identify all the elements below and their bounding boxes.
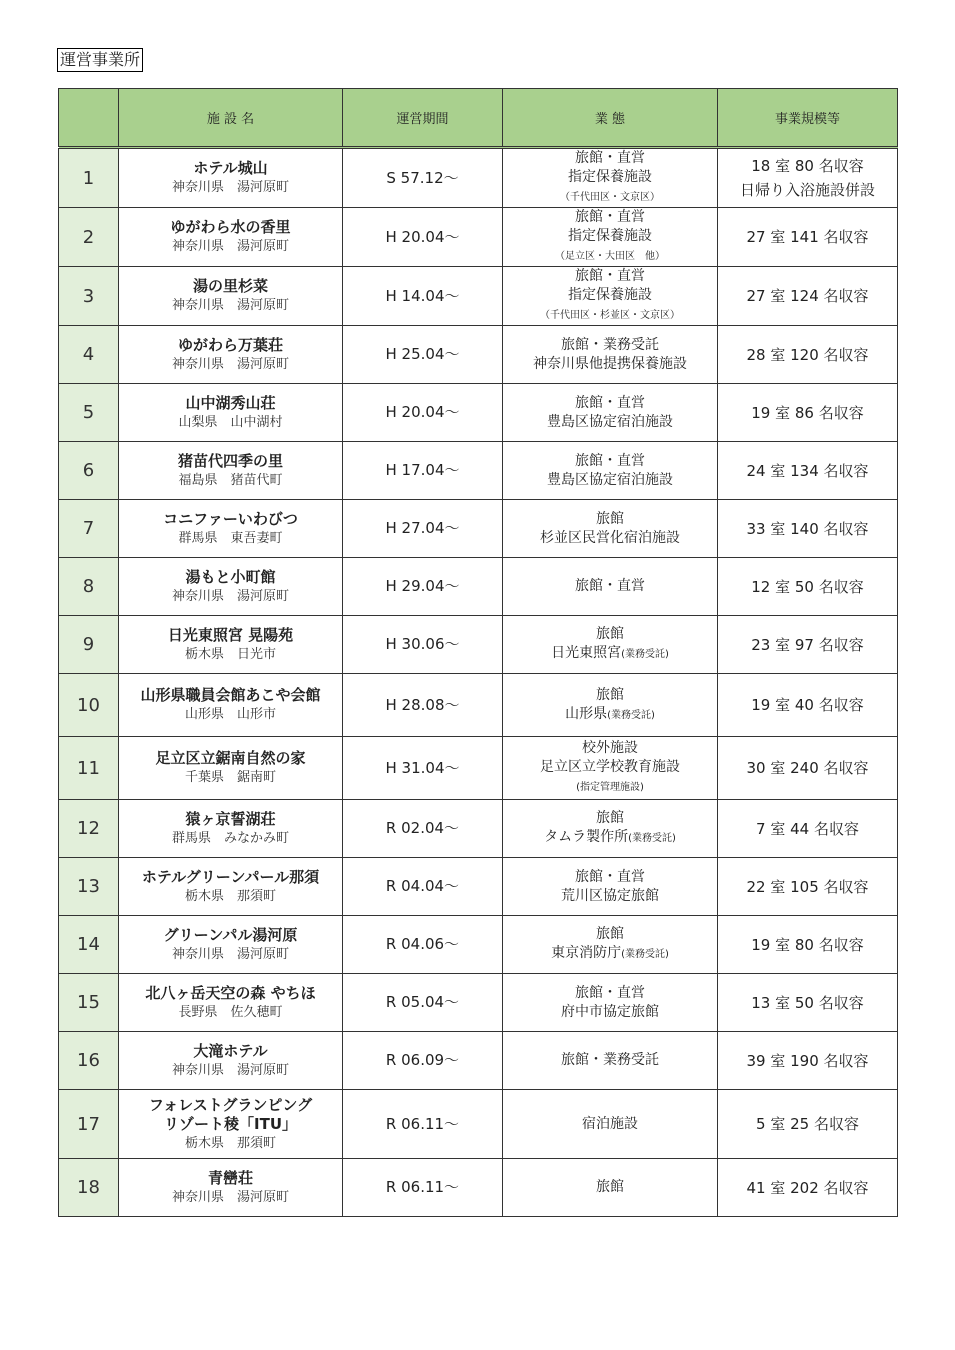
scale-cell <box>718 267 898 326</box>
operation-period: H 28.08〜 <box>343 674 503 737</box>
scale-cell <box>718 384 898 442</box>
business-type-text: 宿泊施設 <box>582 1115 638 1132</box>
business-type-cell <box>503 558 718 616</box>
business-type-line <box>503 984 717 1003</box>
business-type-text: 旅館・直営 <box>575 868 645 885</box>
business-type-note: (業務受託) <box>628 833 676 844</box>
business-type-text: 指定保養施設 <box>568 169 652 185</box>
table-row <box>59 858 898 916</box>
table-row <box>59 442 898 500</box>
facility-location: 神奈川県 湯河原町 <box>171 1062 289 1078</box>
facility-cell <box>119 737 343 800</box>
business-type-cell <box>503 974 718 1032</box>
scale-cell <box>718 558 898 616</box>
facility-name: リゾート稜「ITU」 <box>164 1114 297 1133</box>
scale-line: 22 室 105 名収容 <box>746 877 869 896</box>
header-facility-name: 施 設 名 <box>119 89 343 148</box>
facility-name: 湯の里杉菜 <box>192 277 268 295</box>
facility-cell <box>119 1159 343 1217</box>
business-type-line <box>503 267 717 286</box>
scale-cell <box>718 148 898 208</box>
business-type-text: 旅館・直営 <box>575 394 645 411</box>
business-type-note: (指定管理施設) <box>576 782 644 793</box>
facility-location: 群馬県 みなかみ町 <box>171 830 289 846</box>
business-type-cell <box>503 1090 718 1159</box>
operation-period: R 06.11〜 <box>343 1090 503 1159</box>
header-period: 運営期間 <box>343 89 503 148</box>
facility-name: フォレストグランピング <box>148 1095 313 1114</box>
facility-name: 日光東照宮 晃陽苑 <box>167 625 294 644</box>
section-title: 運営事業所 <box>57 48 143 72</box>
scale-cell <box>718 326 898 384</box>
facility-name: コニファーいわびつ <box>163 509 298 528</box>
business-type-line <box>503 510 717 529</box>
row-number: 15 <box>59 974 119 1032</box>
facility-name: ホテル城山 <box>193 159 268 177</box>
row-number: 6 <box>59 442 119 500</box>
business-type-line <box>503 644 717 664</box>
business-type-line <box>503 336 717 355</box>
business-type-line <box>503 739 717 758</box>
business-type-text: 旅館・直営 <box>575 209 645 225</box>
business-type-text: 旅館・直営 <box>575 452 645 469</box>
business-type-note: (業務受託) <box>621 649 669 660</box>
business-type-cell <box>503 916 718 974</box>
facility-name: ゆがわら万葉荘 <box>177 335 283 354</box>
header-scale: 事業規模等 <box>718 89 898 148</box>
facility-cell <box>119 442 343 500</box>
facility-location: 千葉県 鋸南町 <box>184 770 276 785</box>
scale-line: 12 室 50 名収容 <box>751 577 864 596</box>
scale-cell <box>718 674 898 737</box>
facility-location: 神奈川県 湯河原町 <box>171 356 289 372</box>
business-type-cell <box>503 208 718 267</box>
business-type-cell <box>503 858 718 916</box>
table-row <box>59 1032 898 1090</box>
scale-line: 5 室 25 名収容 <box>756 1115 859 1133</box>
row-number: 5 <box>59 384 119 442</box>
facility-cell <box>119 326 343 384</box>
facility-cell <box>119 148 343 208</box>
business-type-line <box>503 355 717 374</box>
operation-period: H 30.06〜 <box>343 616 503 674</box>
table-row <box>59 326 898 384</box>
business-type-line <box>503 246 717 266</box>
scale-line: 日帰り入浴施設併設 <box>739 181 875 199</box>
business-type-line <box>503 286 717 305</box>
business-type-line <box>503 1051 717 1070</box>
facility-name: 猪苗代四季の里 <box>177 451 283 470</box>
operation-period: R 04.06〜 <box>343 916 503 974</box>
facility-location: 栃木県 那須町 <box>184 1135 276 1151</box>
table-row <box>59 1159 898 1217</box>
scale-line: 24 室 134 名収容 <box>746 461 869 480</box>
business-type-text: 杉並区民営化宿泊施設 <box>540 529 680 546</box>
facility-location: 山梨県 山中湖村 <box>178 414 283 430</box>
business-type-text: 山形県 <box>565 705 608 722</box>
business-type-text: 旅館 <box>596 626 624 642</box>
facility-cell <box>119 500 343 558</box>
business-type-cell <box>503 267 718 326</box>
facility-location: 群馬県 東吾妻町 <box>178 530 283 546</box>
business-type-line <box>503 577 717 596</box>
scale-cell <box>718 1032 898 1090</box>
facility-location: 山形県 山形市 <box>184 707 276 722</box>
business-type-text: 校外施設 <box>582 740 638 756</box>
facility-name: 足立区立鋸南自然の家 <box>155 749 306 767</box>
business-type-text: 旅館 <box>596 686 624 703</box>
business-type-line <box>503 625 717 644</box>
business-type-line <box>503 809 717 828</box>
facility-cell <box>119 916 343 974</box>
business-type-line <box>503 1115 717 1134</box>
business-type-line <box>503 1178 717 1197</box>
scale-line: 33 室 140 名収容 <box>746 519 869 538</box>
facility-cell <box>119 616 343 674</box>
business-type-line <box>503 944 717 964</box>
facility-location: 神奈川県 湯河原町 <box>171 588 289 604</box>
facility-name: 大滝ホテル <box>193 1041 268 1060</box>
facility-location: 長野県 佐久穂町 <box>178 1004 283 1020</box>
facility-location: 栃木県 日光市 <box>184 646 276 662</box>
operation-period: H 31.04〜 <box>343 737 503 800</box>
facility-cell <box>119 267 343 326</box>
business-type-text: 旅館・直営 <box>575 150 645 166</box>
business-type-line <box>503 227 717 246</box>
business-type-cell <box>503 800 718 858</box>
business-type-text: 指定保養施設 <box>568 228 652 244</box>
table-row <box>59 384 898 442</box>
business-type-cell <box>503 674 718 737</box>
business-type-text: 旅館 <box>596 1179 624 1195</box>
scale-cell <box>718 500 898 558</box>
facility-location: 福島県 猪苗代町 <box>178 472 283 488</box>
row-number: 9 <box>59 616 119 674</box>
scale-line: 19 室 80 名収容 <box>751 935 864 954</box>
facility-name: ゆがわら水の香里 <box>170 218 291 236</box>
facility-name: 北八ヶ岳天空の森 やちほ <box>145 983 316 1002</box>
business-type-cell <box>503 737 718 800</box>
business-type-text: 旅館・業務受託 <box>561 336 659 353</box>
facility-name: ホテルグリーンパール那須 <box>141 867 320 886</box>
scale-line: 23 室 97 名収容 <box>751 635 864 654</box>
row-number: 11 <box>59 737 119 800</box>
scale-cell <box>718 800 898 858</box>
business-type-note: （足立区・大田区 他） <box>555 251 665 262</box>
row-number: 16 <box>59 1032 119 1090</box>
business-type-line <box>503 187 717 207</box>
row-number: 13 <box>59 858 119 916</box>
facility-cell <box>119 1032 343 1090</box>
operation-period: H 25.04〜 <box>343 326 503 384</box>
header-num <box>59 89 119 148</box>
facility-cell <box>119 208 343 267</box>
business-type-cell <box>503 500 718 558</box>
scale-line: 19 室 86 名収容 <box>751 403 864 422</box>
operation-period: H 29.04〜 <box>343 558 503 616</box>
business-type-line <box>503 1003 717 1022</box>
business-type-note: （千代田区・杉並区・文京区） <box>540 310 680 321</box>
facility-cell <box>119 1090 343 1159</box>
business-type-line <box>503 413 717 432</box>
business-type-note: （千代田区・文京区） <box>560 192 660 203</box>
business-type-line <box>503 471 717 490</box>
scale-line: 13 室 50 名収容 <box>751 993 864 1012</box>
business-type-text: 東京消防庁 <box>551 945 622 961</box>
row-number: 1 <box>59 148 119 208</box>
business-type-text: 旅館 <box>596 510 624 527</box>
table-row <box>59 616 898 674</box>
operation-period: R 06.11〜 <box>343 1159 503 1217</box>
operation-period: S 57.12〜 <box>343 148 503 208</box>
business-type-text: 旅館・直営 <box>575 984 645 1001</box>
business-type-line <box>503 686 717 705</box>
facility-cell <box>119 558 343 616</box>
business-type-line <box>503 452 717 471</box>
business-type-line <box>503 149 717 168</box>
table-row <box>59 800 898 858</box>
scale-line: 19 室 40 名収容 <box>751 696 864 714</box>
business-type-text: 荒川区協定旅館 <box>561 887 659 904</box>
table-row <box>59 974 898 1032</box>
operation-period: H 20.04〜 <box>343 384 503 442</box>
table-row <box>59 737 898 800</box>
business-type-line <box>503 394 717 413</box>
row-number: 10 <box>59 674 119 737</box>
table-row <box>59 558 898 616</box>
table-row <box>59 148 898 208</box>
business-type-text: 旅館 <box>596 926 624 942</box>
row-number: 14 <box>59 916 119 974</box>
scale-cell <box>718 858 898 916</box>
facility-name: 青巒荘 <box>207 1168 253 1187</box>
table-header <box>59 89 898 148</box>
facility-location: 栃木県 那須町 <box>184 888 276 904</box>
scale-line: 27 室 124 名収容 <box>746 287 869 305</box>
business-type-text: 旅館・直営 <box>575 268 645 284</box>
business-type-line <box>503 168 717 187</box>
business-type-text: 旅館 <box>596 810 624 826</box>
business-type-line <box>503 777 717 797</box>
business-type-text: 指定保養施設 <box>568 287 652 303</box>
facilities-table <box>58 88 898 1217</box>
business-type-text: 旅館・直営 <box>575 578 645 594</box>
table-row <box>59 500 898 558</box>
business-type-cell <box>503 616 718 674</box>
scale-cell <box>718 442 898 500</box>
row-number: 4 <box>59 326 119 384</box>
operation-period: R 02.04〜 <box>343 800 503 858</box>
facility-cell <box>119 974 343 1032</box>
business-type-note: (業務受託) <box>621 949 669 960</box>
facility-name: 猿ヶ京誓湖荘 <box>185 809 276 828</box>
business-type-text: 神奈川県他提携保養施設 <box>533 355 687 372</box>
business-type-line <box>503 208 717 227</box>
row-number: 18 <box>59 1159 119 1217</box>
scale-cell <box>718 1090 898 1159</box>
facility-location: 神奈川県 湯河原町 <box>171 180 289 195</box>
business-type-cell <box>503 1159 718 1217</box>
scale-line: 30 室 240 名収容 <box>746 759 869 777</box>
operation-period: H 27.04〜 <box>343 500 503 558</box>
business-type-cell <box>503 1032 718 1090</box>
row-number: 8 <box>59 558 119 616</box>
business-type-cell <box>503 442 718 500</box>
scale-cell <box>718 208 898 267</box>
facility-location: 神奈川県 湯河原町 <box>171 946 289 962</box>
facility-location: 神奈川県 湯河原町 <box>171 1189 289 1205</box>
scale-line: 7 室 44 名収容 <box>756 819 859 838</box>
header-business-type: 業 態 <box>503 89 718 148</box>
scale-line: 39 室 190 名収容 <box>746 1051 869 1070</box>
operation-period: R 06.09〜 <box>343 1032 503 1090</box>
business-type-line <box>503 868 717 887</box>
business-type-text: 府中市協定旅館 <box>561 1003 659 1020</box>
row-number: 17 <box>59 1090 119 1159</box>
business-type-note: (業務受託) <box>607 709 655 721</box>
facility-location: 神奈川県 湯河原町 <box>171 239 289 254</box>
row-number: 3 <box>59 267 119 326</box>
operation-period: R 04.04〜 <box>343 858 503 916</box>
table-row <box>59 674 898 737</box>
scale-cell <box>718 916 898 974</box>
table-row <box>59 916 898 974</box>
business-type-cell <box>503 148 718 208</box>
table-row <box>59 208 898 267</box>
facility-cell <box>119 384 343 442</box>
business-type-text: 日光東照宮 <box>551 645 622 661</box>
scale-cell <box>718 1159 898 1217</box>
business-type-line <box>503 887 717 906</box>
table-row <box>59 1090 898 1159</box>
facility-name: グリーンパル湯河原 <box>163 925 298 944</box>
business-type-text: 豊島区協定宿泊施設 <box>547 471 673 488</box>
row-number: 7 <box>59 500 119 558</box>
scale-cell <box>718 737 898 800</box>
business-type-line <box>503 305 717 325</box>
row-number: 2 <box>59 208 119 267</box>
operation-period: H 17.04〜 <box>343 442 503 500</box>
business-type-line <box>503 828 717 848</box>
facility-cell <box>119 858 343 916</box>
table-row <box>59 267 898 326</box>
facility-cell <box>119 800 343 858</box>
scale-line: 18 室 80 名収容 <box>751 157 864 175</box>
business-type-text: 旅館・業務受託 <box>561 1052 659 1068</box>
business-type-text: 豊島区協定宿泊施設 <box>547 413 673 430</box>
business-type-line <box>503 758 717 777</box>
facility-name: 山形県職員会館あこや会館 <box>140 686 321 704</box>
scale-line: 28 室 120 名収容 <box>746 345 869 364</box>
row-number: 12 <box>59 800 119 858</box>
facility-name: 山中湖秀山荘 <box>185 393 276 412</box>
facility-cell <box>119 674 343 737</box>
business-type-line <box>503 529 717 548</box>
scale-cell <box>718 616 898 674</box>
scale-line: 41 室 202 名収容 <box>746 1178 869 1197</box>
facility-name: 湯もと小町館 <box>185 567 276 586</box>
operation-period: R 05.04〜 <box>343 974 503 1032</box>
business-type-text: タムラ製作所 <box>544 829 629 845</box>
business-type-line <box>503 925 717 944</box>
scale-cell <box>718 974 898 1032</box>
facility-location: 神奈川県 湯河原町 <box>171 298 289 313</box>
business-type-cell <box>503 326 718 384</box>
business-type-line <box>503 705 717 725</box>
business-type-cell <box>503 384 718 442</box>
scale-line: 27 室 141 名収容 <box>746 228 869 246</box>
operation-period: H 14.04〜 <box>343 267 503 326</box>
operation-period: H 20.04〜 <box>343 208 503 267</box>
business-type-text: 足立区立学校教育施設 <box>540 759 680 775</box>
